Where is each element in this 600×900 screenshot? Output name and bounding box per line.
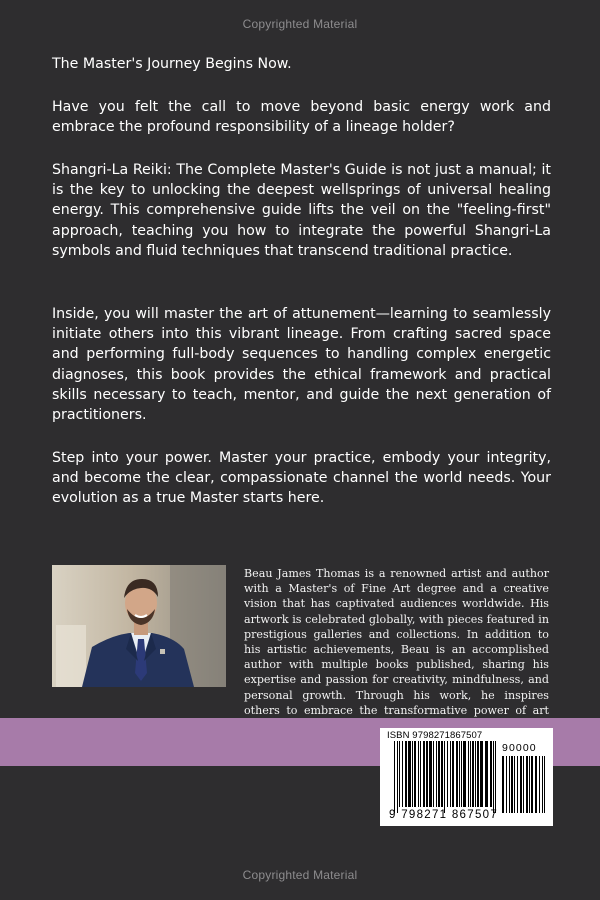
barcode-addon-bar <box>523 756 524 813</box>
barcode-bar <box>463 741 466 807</box>
barcode-addon-bar <box>531 756 533 813</box>
barcode-addon-bar <box>529 756 530 813</box>
barcode-addon-bar <box>506 756 507 813</box>
barcode-bar <box>412 741 413 807</box>
barcode-addon-bar <box>544 756 545 813</box>
barcode-bar <box>399 741 400 807</box>
watermark-top: Copyrighted Material <box>242 17 358 31</box>
barcode-bar <box>472 741 474 807</box>
barcode-bar <box>438 741 440 807</box>
barcode-addon-bar <box>535 756 537 813</box>
barcode-bar <box>420 741 421 807</box>
barcode-addon-bar <box>526 756 528 813</box>
barcode-bar <box>468 741 469 807</box>
paragraph-inside <box>52 304 551 425</box>
barcode-addon-bar <box>517 756 518 813</box>
paragraph-book <box>52 160 551 261</box>
barcode-bar <box>490 741 492 807</box>
barcode-bar <box>477 741 479 807</box>
barcode-bar <box>402 741 403 807</box>
barcode-bar <box>452 741 454 807</box>
barcode-addon-bar <box>511 756 513 813</box>
barcode-bar <box>450 741 451 807</box>
barcode-addon-digits: 90000 <box>502 742 537 754</box>
watermark-bottom: Copyrighted Material <box>242 868 358 882</box>
paragraph-call-text: Have you felt the call to move beyond basic energy work and embrace the profound responsibility of a lineage holder? <box>52 99 551 136</box>
barcode-addon-bar <box>539 756 540 813</box>
barcode-bar <box>459 741 460 807</box>
barcode-bar <box>447 741 448 807</box>
barcode-bar <box>433 741 434 807</box>
barcode-bar <box>461 741 462 807</box>
headline <box>52 54 551 74</box>
barcode-addon-bar <box>520 756 522 813</box>
barcode-bar <box>480 741 483 807</box>
paragraph-inside-text: Inside, you will master the art of attunement—learning to seamlessly initiate others into this vibrant lineage. From crafting sacred space and performing full-body sequences to handling complex energetic diagnoses, this book provides the ethical framework and practical skills necessary to teach, mentor, and guide the next generation of practitioners. <box>52 306 551 424</box>
barcode-bar <box>408 741 411 807</box>
barcode-bar <box>429 741 432 807</box>
barcode-addon-bar <box>514 756 515 813</box>
isbn-label: ISBN 9798271867507 <box>387 730 483 741</box>
barcode-bar <box>485 741 488 807</box>
barcode-addon-bar <box>542 756 543 813</box>
paragraph-step-text: Step into your power. Master your practice, embody your integrity, and become the clear, compassionate channel the world needs. Your evolution as a true Master starts here. <box>52 450 551 507</box>
barcode-bar <box>397 741 398 813</box>
isbn-barcode <box>380 728 553 826</box>
paragraph-book-text: Shangri-La Reiki: The Complete Master's Guide is not just a manual; it is the key to unlocking the deepest wellsprings of universal healing energy. This comprehensive guide lifts the veil on the "feeling-first" approach, teaching you how to integrate the powerful Shangri-La symbols and fluid techniques that transcend traditional practice. <box>52 162 551 259</box>
barcode-bar <box>394 741 395 813</box>
barcode-bar <box>470 741 471 807</box>
barcode-digits: 9 798271 867507 <box>389 809 499 821</box>
barcode-bar <box>418 741 419 807</box>
barcode-addon-bar <box>509 756 510 813</box>
barcode-bar <box>426 741 428 807</box>
headline-text: The Master's Journey Begins Now. <box>52 56 292 72</box>
barcode-bar <box>456 741 458 807</box>
barcode-bar <box>493 741 494 813</box>
barcode-addon-bar <box>502 756 504 813</box>
barcode-bar <box>405 741 407 807</box>
paragraph-call <box>52 97 551 137</box>
author-photo <box>52 565 226 687</box>
barcode-bar <box>414 741 416 807</box>
author-bio: Beau James Thomas is a renowned artist and author with a Master's of Fine Art degree and a creative vision that has captivated audiences worldwide. His artwork is celebrated globally, with pieces featured in prestigious galleries and collections. In addition to his artistic achievements, Beau is an accomplished author with multiple books published, sharing his expertise and passion for creativity, mindfulness, and personal growth. Through his work, he inspires others to embrace the transformative power of art <box>244 567 549 717</box>
barcode-bar <box>444 741 445 813</box>
barcode-bar <box>441 741 443 807</box>
author-photo-illustration <box>52 565 226 687</box>
barcode-bar <box>475 741 476 807</box>
barcode-bar <box>436 741 437 807</box>
barcode-bar <box>423 741 425 807</box>
paragraph-step <box>52 448 551 509</box>
barcode-bar <box>495 741 496 813</box>
